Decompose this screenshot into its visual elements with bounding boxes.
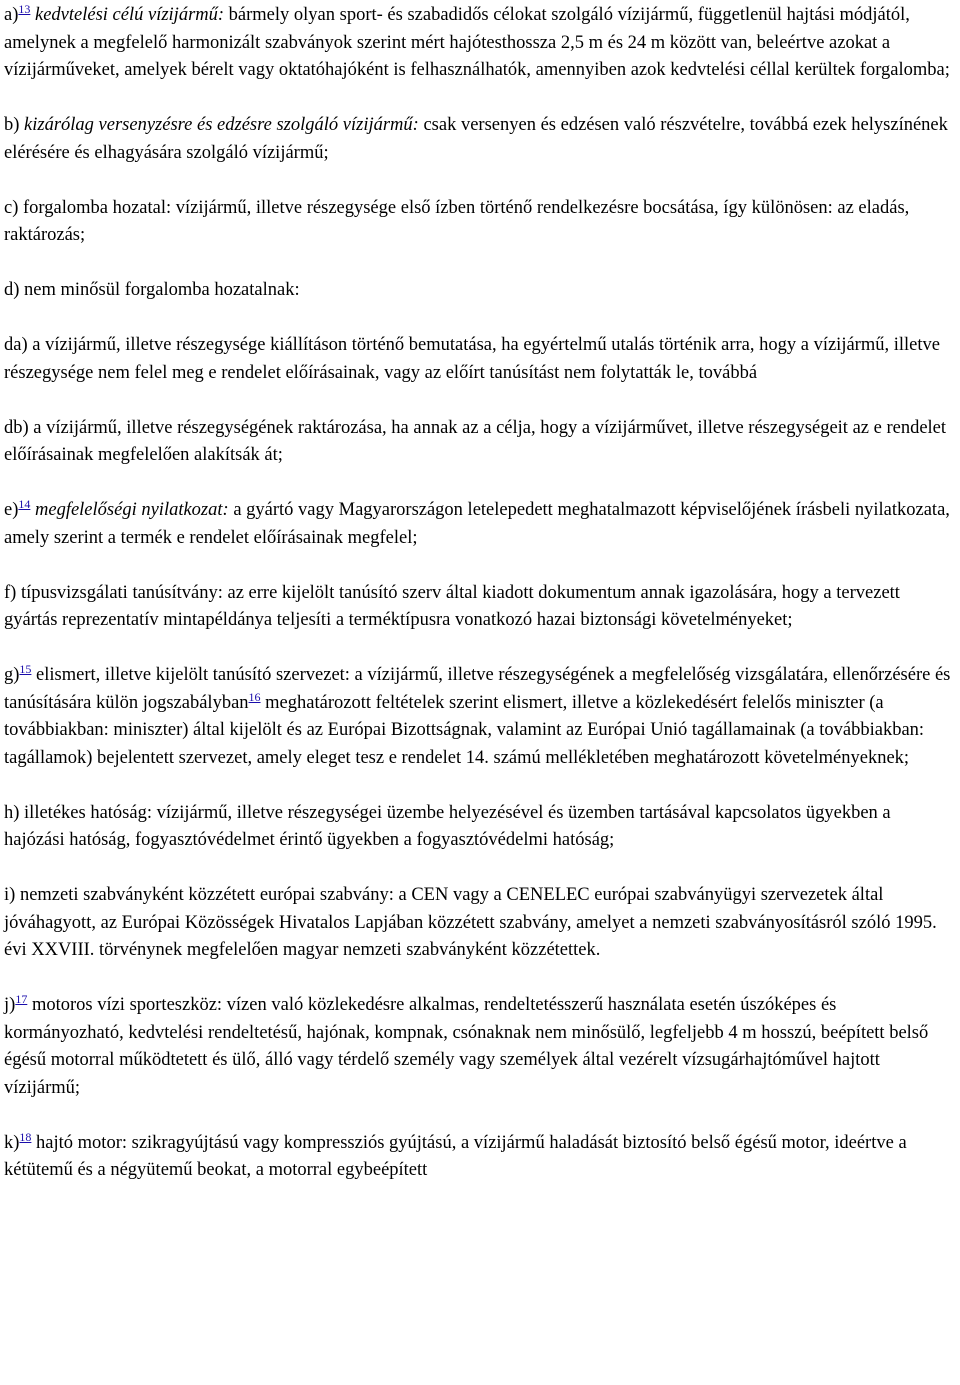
defined-term: kizárólag versenyzésre és edzésre szolgáló vízijármű: xyxy=(24,115,419,135)
paragraph-g xyxy=(4,662,954,772)
paragraph-label: i) xyxy=(4,885,20,905)
paragraph-label: d) xyxy=(4,280,25,300)
definition-text: motoros vízi sporteszköz: vízen való közlekedésre alkalmas, rendeltetésszerű használata esetén úszóképes és kormányozható, kedvtelési rendeltetésű, hajónak, kompnak, csónaknak nem minősülő, legfeljebb 4 m hosszú, beépített belső égésű motorral működtetett és ülő, álló vagy térdelő személy vagy személyek által vezérelt vízsugárhajtóművel hajtott vízijármű; xyxy=(4,995,929,1098)
definition-text: nemzeti szabványként közzétett európai szabvány: a CEN vagy a CENELEC európai szabványügyi szervezetek által jóváhagyott, az Európai Közösségek Hivatalos Lapjában közzétett szabvány, amelyet a nemzeti szabványosításról szóló 1995. évi XXVIII. törvénynek megfelelően magyar nemzeti szabványként közzétettek. xyxy=(4,885,937,960)
paragraph-db xyxy=(4,415,954,470)
definition-text: forgalomba hozatal: vízijármű, illetve részegysége első ízben történő rendelkezésre bocsátása, így különösen: az eladás, raktározás; xyxy=(4,197,910,245)
definition-text: típusvizsgálati tanúsítvány: az erre kijelölt tanúsító szerv által kiadott dokumentum annak igazolására, hogy a tervezett gyártás reprezentatív mintapéldánya teljesíti a terméktípusra vonatkozó hazai biztonsági követelményeket; xyxy=(4,582,900,630)
paragraph-h xyxy=(4,800,954,855)
footnote-link-17[interactable]: 17 xyxy=(15,992,28,1006)
paragraph-k xyxy=(4,1130,954,1185)
footnote-link-18[interactable]: 18 xyxy=(19,1129,32,1144)
paragraph-f xyxy=(4,580,954,635)
paragraph-j xyxy=(4,992,954,1102)
paragraph-a xyxy=(4,2,954,85)
paragraph-label: g) xyxy=(4,665,20,685)
definition-text: elismert, illetve kijelölt tanúsító szervezet: a vízijármű, illetve részegységének a megfelelőség vizsgálatára, ellenőrzésére és tanúsítására külön jogszabályban xyxy=(4,665,951,713)
footnote-link-13[interactable]: 13 xyxy=(18,2,31,16)
paragraph-label: db) xyxy=(4,417,34,438)
definition-text: illetékes hatóság: vízijármű, illetve részegységei üzembe helyezésével és üzemben tartásával kapcsolatos ügyekben a hajózási hatóság, fogyasztóvédelmet érintő ügyekben a fogyasztóvédelmi hatóság; xyxy=(4,802,891,850)
paragraph-label: j) xyxy=(4,995,16,1015)
paragraph-label: k) xyxy=(4,1132,20,1153)
paragraph-b xyxy=(4,112,954,167)
paragraph-label: f) xyxy=(4,582,21,603)
definition-text: a vízijármű, illetve részegységének raktározása, ha annak az a célja, hogy a vízijárművet, illetve részegységeit az e rendelet előírásainak megfelelően alakítsák át; xyxy=(4,417,947,465)
paragraph-label: a) xyxy=(4,5,19,25)
definition-text: nem minősül forgalomba hozatalnak: xyxy=(24,280,300,300)
footnote-link-15[interactable]: 15 xyxy=(19,662,32,676)
paragraph-da xyxy=(4,332,954,387)
paragraph-label: e) xyxy=(4,500,19,520)
definition-text: a vízijármű, illetve részegysége kiállításon történő bemutatása, ha egyértelmű utalás történik arra, hogy a vízijármű, illetve részegysége nem felel meg e rendelet előírásainak, vagy az előírt tanúsítást nem folytatták le, továbbá xyxy=(4,335,940,383)
definition-text: a gyártó vagy Magyarországon letelepedett meghatalmazott képviselőjének írásbeli nyilatkozata, amely szerint a termék e rendelet előírásainak megfelel; xyxy=(4,500,950,548)
paragraph-e xyxy=(4,497,954,552)
paragraph-label: h) xyxy=(4,802,25,823)
defined-term: kedvtelési célú vízijármű: xyxy=(35,5,225,25)
paragraph-label: b) xyxy=(4,115,25,135)
definition-text-continued: meghatározott feltételek szerint elismert, illetve a közlekedésért felelős miniszter (a továbbiakban: miniszter) által kijelölt és az Európai Bizottságnak, valamint az Európai Unió tagállamainak (a továbbiakban: tagállamok) bejelentett szervezet, amely eleget tesz e rendelet 14. számú mellékletében meghatározott követelményeknek; xyxy=(4,692,925,768)
paragraph-i xyxy=(4,882,954,965)
paragraph-label: c) xyxy=(4,197,23,218)
footnote-link-14[interactable]: 14 xyxy=(18,497,31,511)
definition-text: hajtó motor: szikragyújtású vagy kompressziós gyújtású, a vízijármű haladását biztosító belső égésű motor, ideértve a kétütemű és a négyütemű beokat, a motorral egybeépített xyxy=(4,1132,907,1180)
paragraph-d xyxy=(4,277,954,305)
footnote-link-16[interactable]: 16 xyxy=(248,689,261,704)
paragraph-label: da) xyxy=(4,335,33,355)
paragraph-c xyxy=(4,195,954,250)
definition-text: csak versenyen és edzésen való részvételre, továbbá ezek helyszínének elérésére és elhagyására szolgáló vízijármű; xyxy=(4,115,948,163)
definition-text: bármely olyan sport- és szabadidős célokat szolgáló vízijármű, függetlenül hajtási módjától, amelynek a megfelelő harmonizált szabványok szerint mért hajótesthossza 2,5 m és 24 m között van, beleértve azokat a vízijárműveket, amelyek bérelt vagy oktatóhajóként is felhasználhatók, amennyiben azok kedvtelési céllal kerültek forgalomba; xyxy=(4,5,950,80)
defined-term: megfelelőségi nyilatkozat: xyxy=(35,500,229,520)
